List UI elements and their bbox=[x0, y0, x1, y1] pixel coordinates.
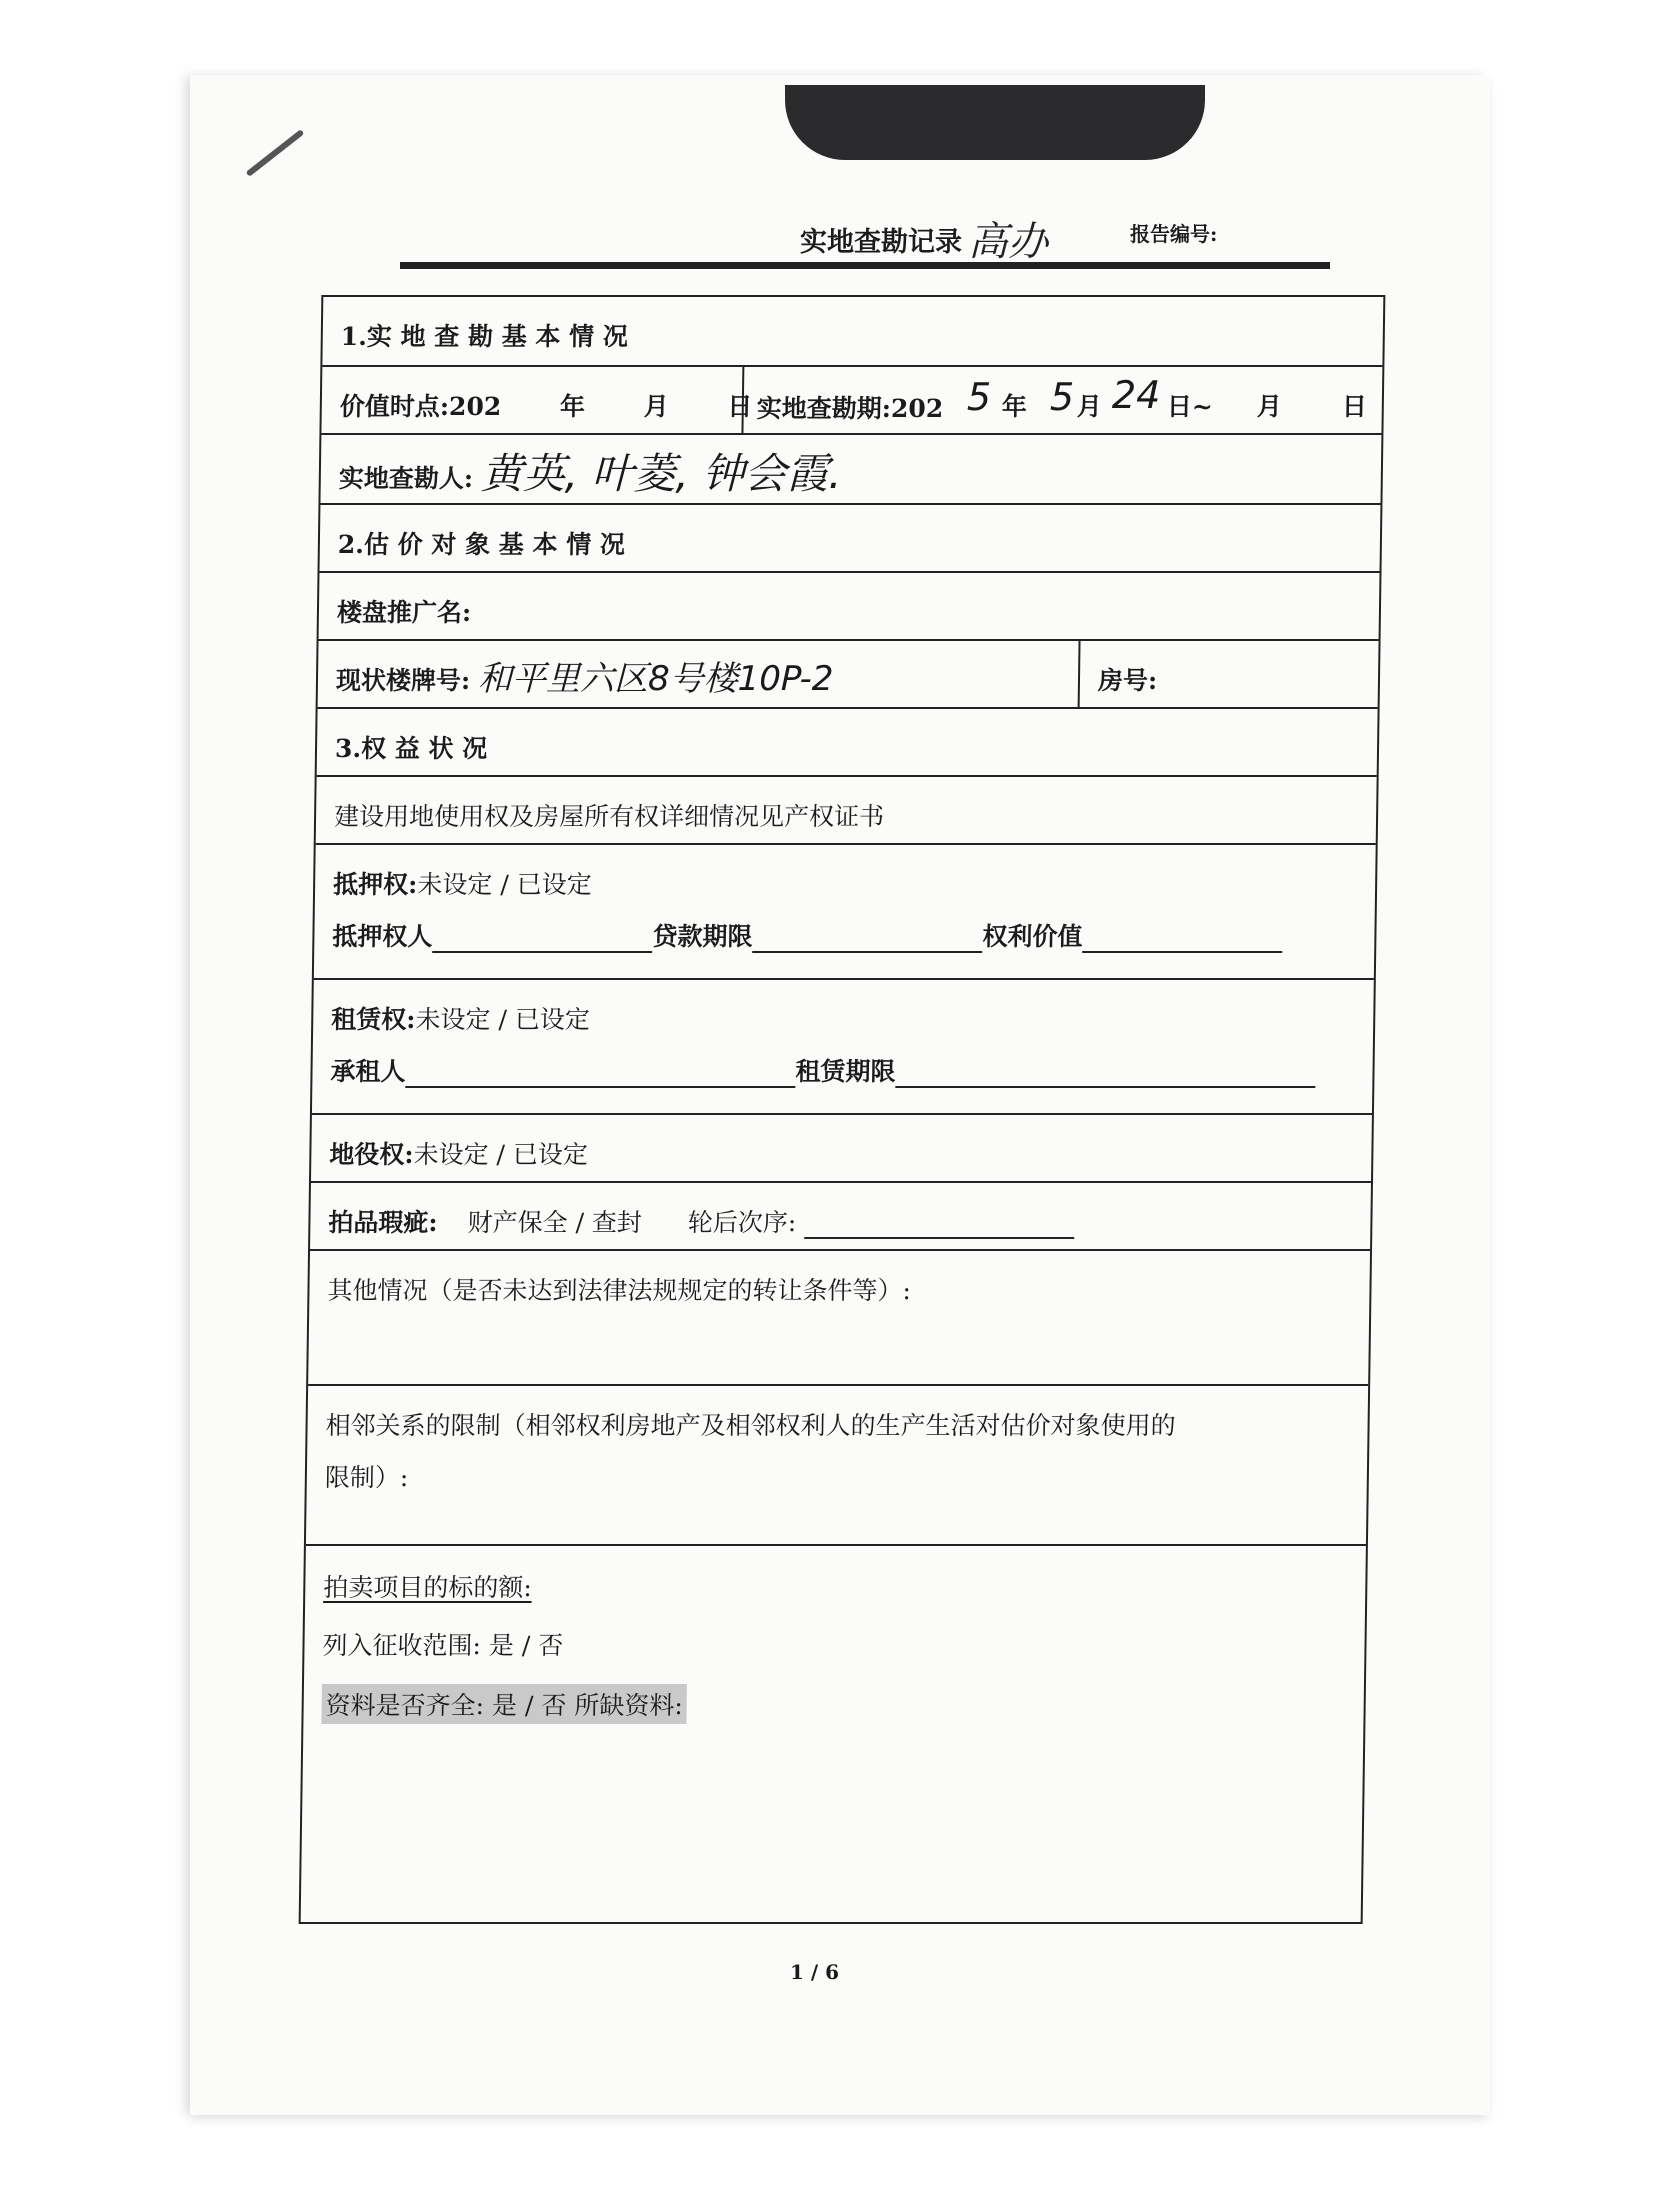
mortgage-line bbox=[333, 865, 592, 901]
mortgage-options: 未设定 / 已设定 bbox=[417, 870, 592, 899]
lessee-label: 承租人 bbox=[330, 1057, 406, 1086]
lease-options: 未设定 / 已设定 bbox=[415, 1005, 591, 1034]
section2-heading: 2.估 价 对 象 基 本 情 况 bbox=[337, 530, 626, 559]
title-handwritten: 高办 bbox=[968, 219, 1048, 265]
value-time-label: 价值时点: bbox=[339, 392, 450, 421]
value-time bbox=[340, 387, 753, 423]
survey-year-char: 年 bbox=[1001, 392, 1028, 421]
value-time-year-char: 年 bbox=[559, 392, 586, 421]
defect-row bbox=[310, 1183, 1371, 1251]
defect-options: 财产保全 / 查封 bbox=[467, 1208, 643, 1237]
room-no-label: 房号: bbox=[1097, 666, 1158, 695]
other-label: 其他情况（是否未达到法律法规规定的转让条件等）: bbox=[327, 1276, 912, 1305]
rank-blank[interactable] bbox=[804, 1211, 1074, 1239]
phone-object bbox=[785, 85, 1205, 160]
property-note: 建设用地使用权及房屋所有权详细情况见产权证书 bbox=[333, 802, 885, 831]
neighbor-row bbox=[306, 1386, 1368, 1546]
easement-options: 未设定 / 已设定 bbox=[413, 1140, 589, 1169]
lease-label: 租赁权: bbox=[331, 1005, 416, 1034]
surveyor-row bbox=[320, 435, 1381, 505]
easement-row bbox=[311, 1115, 1372, 1183]
lease-detail-line bbox=[330, 1052, 1316, 1088]
neighbor-label-line2: 限制）: bbox=[324, 1463, 409, 1492]
easement-label: 地役权: bbox=[329, 1140, 414, 1169]
survey-end-day-char: 日 bbox=[1341, 392, 1368, 421]
dates-row bbox=[321, 367, 1382, 435]
survey-end-month-char: 月 bbox=[1256, 392, 1283, 421]
rank-label: 轮后次序: bbox=[687, 1208, 797, 1237]
mortgagee-label: 抵押权人 bbox=[332, 922, 433, 951]
survey-month-char: 月 bbox=[1076, 392, 1103, 421]
lease-term-label: 租赁期限 bbox=[795, 1057, 896, 1086]
loan-term-blank[interactable] bbox=[752, 925, 982, 953]
document-header bbox=[400, 212, 1330, 269]
survey-year-handwritten: 5 bbox=[966, 375, 992, 419]
docs-label: 资料是否齐全: 是 / 否 所缺资料: bbox=[321, 1684, 687, 1724]
auction-amount-label: 拍卖项目的标的额: bbox=[323, 1573, 532, 1602]
defect-line bbox=[328, 1203, 1074, 1239]
lease-line bbox=[331, 1000, 590, 1036]
neighbor-label-line1: 相邻关系的限制（相邻权利房地产及相邻权利人的生产生活对估价对象使用的 bbox=[325, 1411, 1176, 1440]
mortgage-label: 抵押权: bbox=[332, 870, 418, 899]
right-value-label: 权利价值 bbox=[982, 922, 1083, 951]
right-value-blank[interactable] bbox=[1082, 925, 1282, 953]
building-row bbox=[318, 641, 1379, 709]
lease-term-blank[interactable] bbox=[895, 1060, 1315, 1088]
building-divider bbox=[1078, 641, 1081, 707]
survey-date-label: 实地查勘期: bbox=[756, 394, 892, 423]
easement-line bbox=[329, 1135, 588, 1171]
report-number-label: 报告编号: bbox=[1130, 222, 1218, 246]
value-time-day-char: 日 bbox=[727, 392, 753, 421]
surveyor-handwritten: 黄英, 叶菱, 钟会霞. bbox=[480, 449, 842, 498]
page-number: 1 / 6 bbox=[790, 1960, 840, 1984]
auction-row bbox=[301, 1546, 1366, 1922]
building-no-label: 现状楼牌号: bbox=[335, 666, 471, 695]
expropriation-label: 列入征收范围: 是 / 否 bbox=[322, 1631, 564, 1660]
value-time-month-char: 月 bbox=[643, 392, 669, 421]
property-note-row bbox=[316, 777, 1377, 845]
defect-label: 拍品瑕疵: bbox=[328, 1208, 438, 1237]
mortgagee-blank[interactable] bbox=[432, 925, 652, 953]
section3-heading-row bbox=[317, 709, 1378, 777]
section1-heading: 1.实 地 查 勘 基 本 情 况 bbox=[340, 322, 629, 351]
section2-heading-row bbox=[319, 505, 1380, 573]
section1-heading-row bbox=[322, 297, 1383, 367]
document-title: 实地查勘记录 bbox=[800, 227, 962, 258]
survey-day-handwritten: 24 bbox=[1111, 373, 1161, 417]
survey-date-year: 202 bbox=[890, 394, 944, 423]
mortgage-row bbox=[314, 845, 1376, 980]
loan-term-label: 贷款期限 bbox=[652, 922, 753, 951]
lessee-blank[interactable] bbox=[405, 1060, 795, 1088]
building-no-handwritten: 和平里六区8号楼10P-2 bbox=[477, 659, 834, 699]
project-name-row bbox=[319, 573, 1380, 641]
survey-form bbox=[299, 295, 1386, 1924]
survey-day-tilde: 日~ bbox=[1166, 392, 1213, 421]
section3-heading: 3.权 益 状 况 bbox=[334, 734, 488, 763]
surveyor-label: 实地查勘人: bbox=[338, 464, 474, 493]
survey-month-handwritten: 5 bbox=[1049, 375, 1075, 419]
survey-date bbox=[757, 389, 944, 425]
project-name-label: 楼盘推广名: bbox=[336, 598, 472, 627]
mortgage-detail-line bbox=[332, 917, 1283, 953]
lease-row bbox=[312, 980, 1374, 1115]
other-row bbox=[308, 1251, 1370, 1386]
value-time-year: 202 bbox=[448, 392, 502, 421]
